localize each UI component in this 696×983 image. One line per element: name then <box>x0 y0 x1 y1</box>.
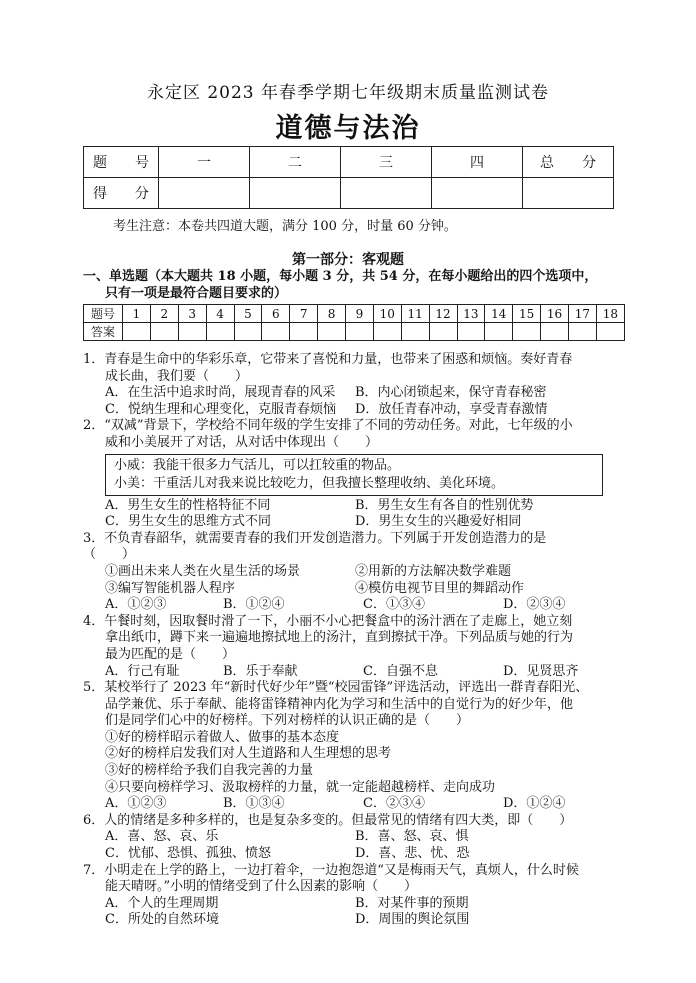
exam-title: 永定区 2023 年春季学期七年级期末质量监测试卷 <box>146 83 550 103</box>
option-a: A．喜、怒、哀、乐 <box>105 829 219 845</box>
options <box>83 385 623 418</box>
score-col-1: 一 <box>159 147 250 178</box>
answer-number: 2 <box>150 305 178 323</box>
dialog-box <box>105 454 603 496</box>
question-stem: 品学兼优、乐于奉献、能将雷锋精神内化为学习和生活中的自觉行为的好少年，他 <box>105 696 574 712</box>
answer-cell <box>262 323 290 341</box>
options <box>83 796 623 813</box>
score-col-2: 二 <box>250 147 341 178</box>
subject-title: 道德与法治 <box>275 113 421 144</box>
score-cell <box>523 178 614 209</box>
options <box>83 896 623 929</box>
candidate-notice: 考生注意：本卷共四道大题，满分 100 分，时量 60 分钟。 <box>113 219 457 234</box>
dialog-line: 小威：我能干很多力气活儿，可以扛较重的物品。 <box>114 457 401 473</box>
option-d: D．周围的舆论氛围 <box>355 912 470 928</box>
answer-number: 7 <box>290 305 318 323</box>
answer-cell <box>373 323 401 341</box>
answer-cell <box>401 323 429 341</box>
answer-number: 3 <box>178 305 206 323</box>
answer-number: 18 <box>596 305 624 323</box>
statement-item: ②好的榜样启发我们对人生道路和人生理想的思考 <box>105 746 392 762</box>
answer-cell <box>485 323 513 341</box>
answer-number: 16 <box>541 305 569 323</box>
option-a: A．行己有耻 <box>105 663 180 679</box>
option-b: B．喜、怒、哀、惧 <box>355 829 469 845</box>
score-cell <box>341 178 432 209</box>
question-stem: 最为匹配的是（ ） <box>105 646 236 662</box>
option-a: A．①②③ <box>105 597 167 613</box>
option-c: C．自强不息 <box>363 663 438 679</box>
option-d: D．②③④ <box>503 597 566 613</box>
option-d: D．喜、悲、忧、恐 <box>355 846 470 862</box>
option-c: C．悦纳生理和心理变化，克服青春烦恼 <box>105 401 336 417</box>
score-row-headers <box>84 147 614 178</box>
options <box>83 664 623 681</box>
answer-cell <box>569 323 597 341</box>
option-c: C．所处的自然环境 <box>105 912 219 928</box>
question-stem: 7．小明走在上学的路上，一边打着伞，一边抱怨道“又是梅雨天气，真烦人，什么时候 <box>83 862 579 878</box>
answer-number: 14 <box>485 305 513 323</box>
answer-cell <box>429 323 457 341</box>
statement-item: ①画出未来人类在火星生活的场景 <box>105 563 301 579</box>
answer-cell <box>318 323 346 341</box>
answer-cell <box>206 323 234 341</box>
option-b: B．男生女生有各自的性别优势 <box>355 497 534 513</box>
option-d: D．放任青春冲动，享受青春激情 <box>355 401 548 417</box>
score-col-total: 总 分 <box>523 147 614 178</box>
score-cell <box>250 178 341 209</box>
option-b: B．①③④ <box>223 796 285 812</box>
statement-item: ①好的榜样昭示着做人、做事的基本态度 <box>105 729 340 745</box>
answer-number: 9 <box>346 305 374 323</box>
question-stem: 们是同学们心中的好榜样。下列对榜样的认识正确的是（ ） <box>105 713 470 729</box>
question-2 <box>83 418 623 530</box>
dialog-line: 小美：干重活儿对我来说比较吃力，但我擅长整理收纳、美化环境。 <box>114 475 505 491</box>
answer-number: 6 <box>262 305 290 323</box>
score-table <box>83 146 614 209</box>
questions-list <box>83 352 623 929</box>
answer-row-numbers <box>84 305 625 323</box>
statement-item: ②用新的方法解决数学难题 <box>355 563 512 579</box>
option-c: C．忧郁、恐惧、孤独、愤怒 <box>105 846 271 862</box>
score-cell <box>159 178 250 209</box>
option-a: A．①②③ <box>105 796 167 812</box>
answer-number: 13 <box>457 305 485 323</box>
option-a: A．在生活中追求时尚，展现青春的风采 <box>105 385 336 401</box>
answer-cell <box>541 323 569 341</box>
score-row-values <box>84 178 614 209</box>
option-b: B．对某件事的预期 <box>355 895 469 911</box>
question-stem: 1．青春是生命中的华彩乐章，它带来了喜悦和力量，也带来了困惑和烦恼。奏好青春 <box>83 352 573 367</box>
question-1 <box>83 352 623 418</box>
question-stem: 4．午餐时刻，因取餐时滑了一下，小丽不小心把餐盒中的汤汁洒在了走廊上，她立刻 <box>83 613 573 629</box>
answer-number: 12 <box>429 305 457 323</box>
answer-table <box>83 304 625 341</box>
answer-cell <box>513 323 541 341</box>
option-d: D．①②④ <box>503 796 566 812</box>
score-col-3: 三 <box>341 147 432 178</box>
answer-label-number: 题号 <box>84 305 123 323</box>
score-cell <box>432 178 523 209</box>
question-stem: 5．某校举行了 2023 年“新时代好少年”暨“校园雷锋”评选活动，评选出一群青春阳光、 <box>83 680 589 696</box>
score-label-points: 得 分 <box>84 178 159 209</box>
question-stem: 3．不负青春韶华，就需要青春的我们开发创造潜力。下列属于开发创造潜力的是 <box>83 530 547 546</box>
question-stem: 2．“双减”背景下，学校给不同年级的学生安排了不同的劳动任务。对此，七年级的小 <box>83 418 573 434</box>
options <box>83 597 623 614</box>
score-label-number: 题 号 <box>84 147 159 178</box>
answer-row-blanks <box>84 323 625 341</box>
option-b: B．①②④ <box>223 597 285 613</box>
statement-item: ③好的榜样给予我们自我完善的力量 <box>105 763 314 779</box>
answer-number: 5 <box>234 305 262 323</box>
answer-cell <box>178 323 206 341</box>
question-stem: 6．人的情绪是多种多样的，也是复杂多变的。但最常见的情绪有四大类，即（ ） <box>83 812 573 828</box>
answer-cell <box>596 323 624 341</box>
option-b: B．内心闭锁起来，保守青春秘密 <box>355 385 547 401</box>
answer-number: 17 <box>569 305 597 323</box>
option-b: B．乐于奉献 <box>223 663 298 679</box>
answer-label-answer: 答案 <box>84 323 123 341</box>
question-stem: 拿出纸巾，蹲下来一遍遍地擦拭地上的汤汁，直到擦拭干净。下列品质与她的行为 <box>105 630 574 646</box>
answer-number: 4 <box>206 305 234 323</box>
option-d: D．见贤思齐 <box>503 663 579 679</box>
answer-number: 8 <box>318 305 346 323</box>
option-a: A．男生女生的性格特征不同 <box>105 497 271 513</box>
question-stem: （ ） <box>83 547 136 563</box>
answer-cell <box>457 323 485 341</box>
answer-number: 1 <box>123 305 151 323</box>
answer-cell <box>234 323 262 341</box>
answer-cell <box>290 323 318 341</box>
answer-number: 11 <box>401 305 429 323</box>
question-stem: 能天晴呀。”小明的情绪受到了什么因素的影响（ ） <box>105 879 418 895</box>
statement-item: ④模仿电视节目里的舞蹈动作 <box>355 580 525 596</box>
question-stem: 成长曲，我们要（ ） <box>105 368 249 384</box>
answer-number: 10 <box>373 305 401 323</box>
answer-cell <box>346 323 374 341</box>
question-4 <box>83 614 623 680</box>
statement-item: ③编写智能机器人程序 <box>105 580 236 596</box>
section1-line1: 一、单选题（本大题共 18 小题，每小题 3 分，共 54 分，在每小题给出的四个选项中， <box>83 269 598 284</box>
options <box>83 498 623 531</box>
answer-cell <box>123 323 151 341</box>
statement-list <box>83 564 623 597</box>
option-c: C．男生女生的思维方式不同 <box>105 514 271 530</box>
section1-heading <box>83 268 643 302</box>
statement-item: ④只要向榜样学习、汲取榜样的力量，就一定能超越榜样、走向成功 <box>105 779 496 795</box>
option-d: D．男生女生的兴趣爱好相同 <box>355 514 522 530</box>
score-col-4: 四 <box>432 147 523 178</box>
option-c: C．①③④ <box>363 597 425 613</box>
answer-cell <box>150 323 178 341</box>
question-3 <box>83 531 623 614</box>
question-7 <box>83 863 623 929</box>
options <box>83 829 623 862</box>
answer-number: 15 <box>513 305 541 323</box>
statement-list <box>83 730 623 796</box>
section1-line2: 只有一项是最符合题目要求的） <box>105 286 288 301</box>
question-6 <box>83 813 623 863</box>
option-a: A．个人的生理周期 <box>105 895 219 911</box>
question-stem: 威和小美展开了对话，从对话中体现出（ ） <box>105 434 379 450</box>
question-5 <box>83 680 623 813</box>
option-c: C．②③④ <box>363 796 425 812</box>
part1-title: 第一部分：客观题 <box>292 252 404 268</box>
